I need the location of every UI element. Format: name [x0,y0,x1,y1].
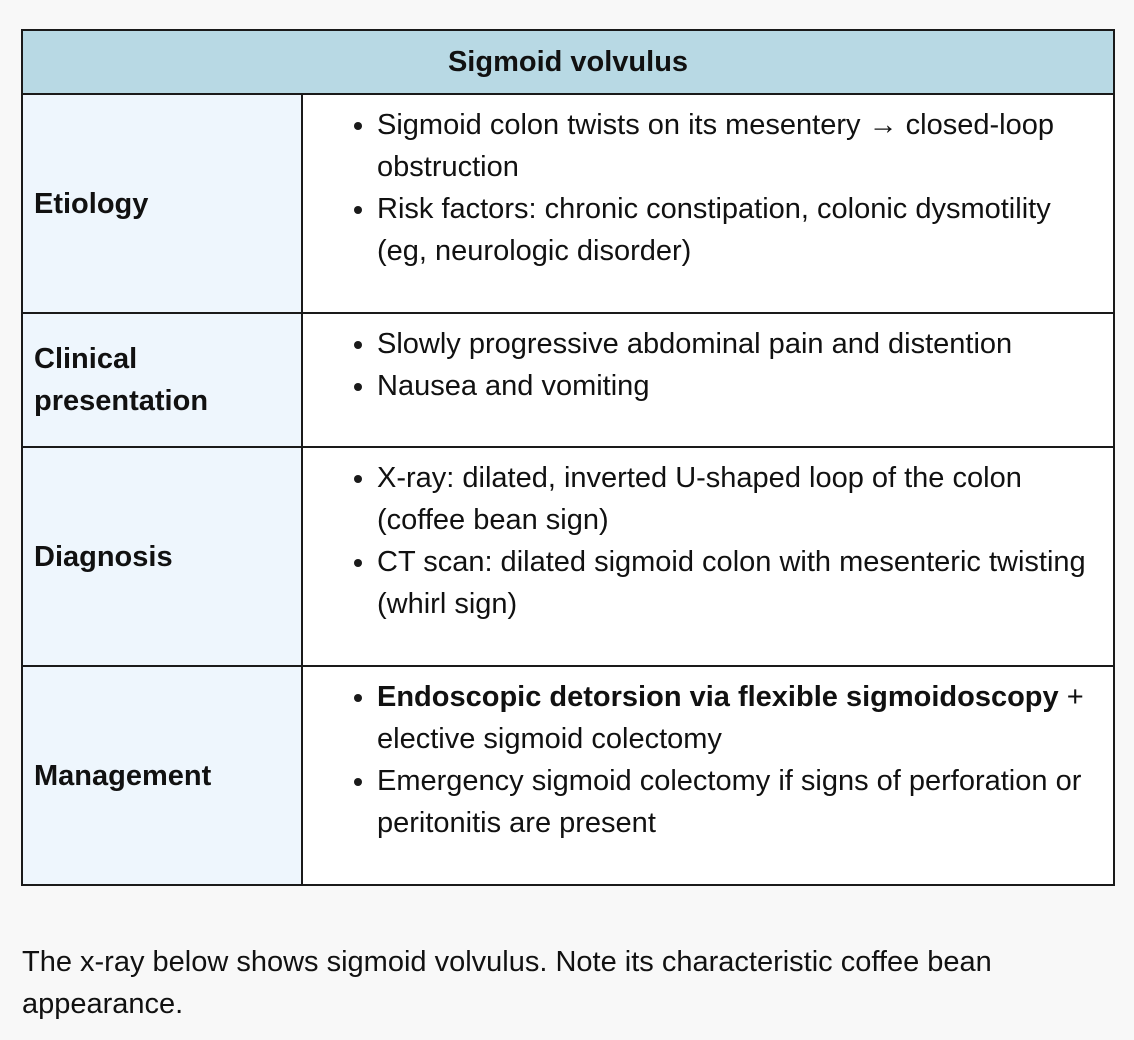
summary-table [21,29,1115,886]
bullet-item: Nausea and vomiting [377,365,1103,407]
bullet-item: Endoscopic detorsion via flexible sigmoidoscopy + elective sigmoid colectomy [377,676,1103,760]
row-label: Diagnosis [22,447,302,666]
table-row-management [22,666,1114,885]
bullet-list [303,457,1103,625]
bullet-list [303,104,1103,272]
bullet-item: Emergency sigmoid colectomy if signs of perforation or peritonitis are present [377,760,1103,844]
table-row-diagnosis [22,447,1114,666]
bullet-list [303,323,1103,407]
bullet-item: Slowly progressive abdominal pain and distention [377,323,1103,365]
row-content [302,666,1114,885]
bullet-item: Risk factors: chronic constipation, colonic dysmotility (eg, neurologic disorder) [377,188,1103,272]
bullet-list [303,676,1103,844]
table-title: Sigmoid volvulus [22,30,1114,94]
bullet-item: Sigmoid colon twists on its mesentery → closed-loop obstruction [377,104,1103,188]
bullet-item: X-ray: dilated, inverted U-shaped loop of the colon (coffee bean sign) [377,457,1103,541]
row-content [302,447,1114,666]
row-content [302,94,1114,313]
table-row-etiology [22,94,1114,313]
row-label: Clinical presentation [22,313,302,447]
row-label: Management [22,666,302,885]
caption-text: The x-ray below shows sigmoid volvulus. Note its characteristic coffee bean appearance. [22,946,992,1020]
bullet-item: CT scan: dilated sigmoid colon with mesenteric twisting (whirl sign) [377,541,1103,625]
table-row-clinical-presentation [22,313,1114,447]
table-header-row [22,30,1114,94]
row-content [302,313,1114,447]
row-label: Etiology [22,94,302,313]
